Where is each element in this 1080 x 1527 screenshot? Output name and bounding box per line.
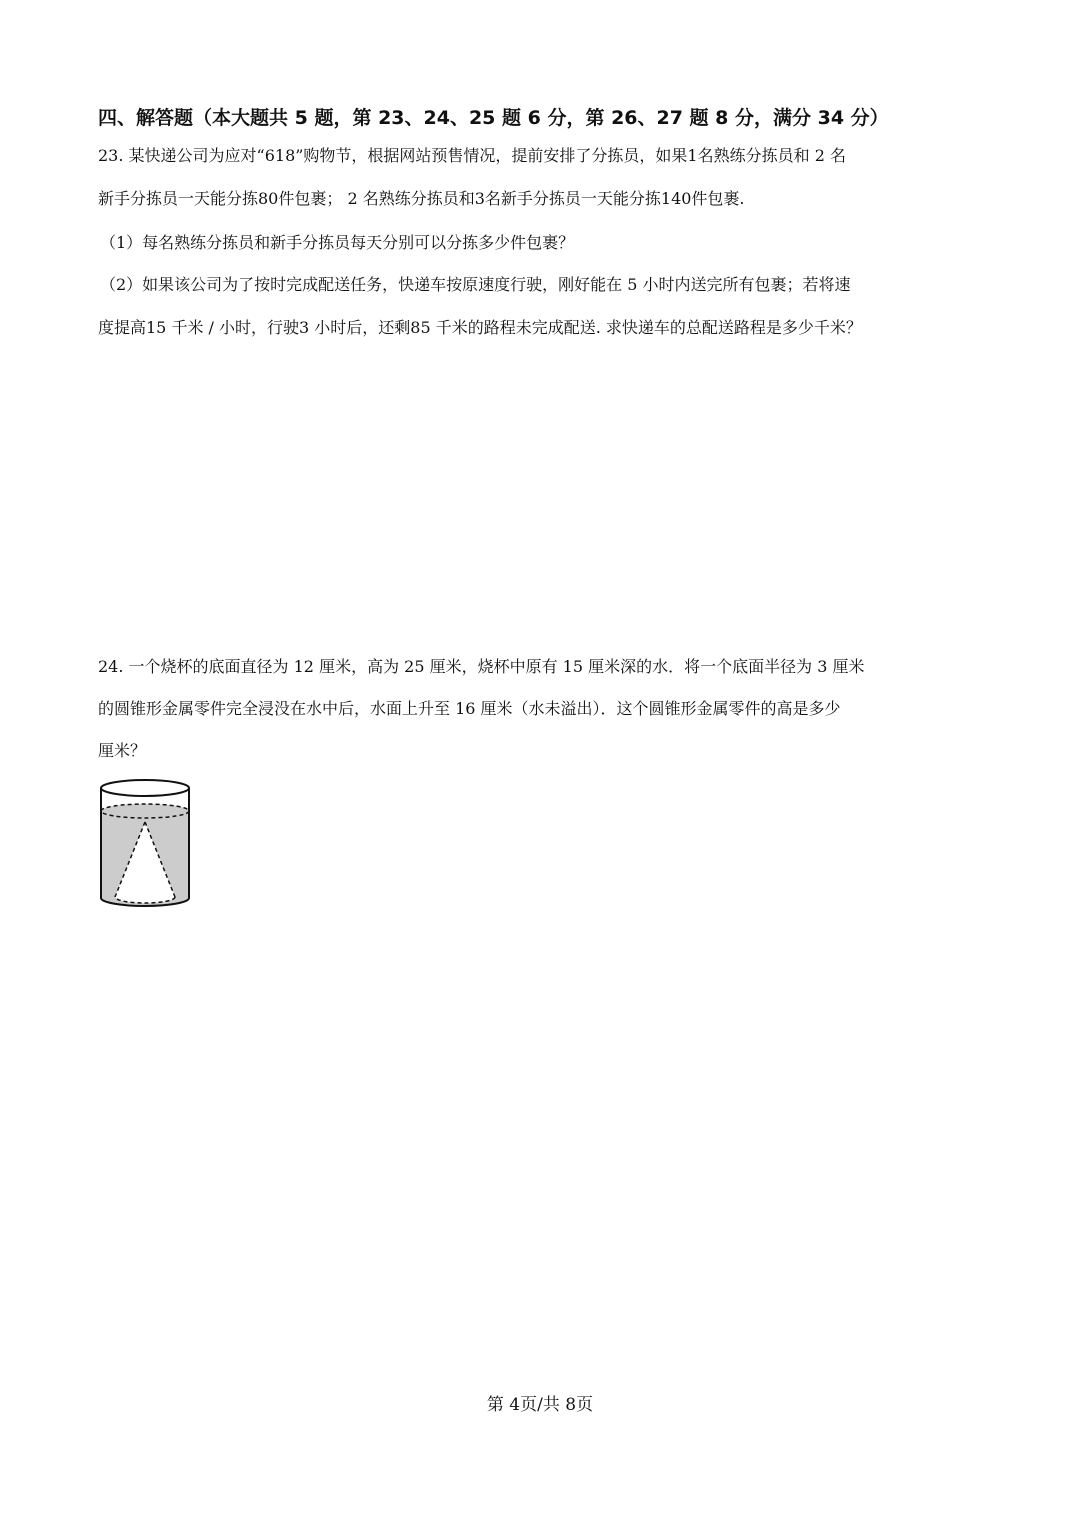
q24-line-1: 24. 一个烧杯的底面直径为 12 厘米，高为 25 厘米，烧杯中原有 15 厘米深的水．将一个底面半径为 3 厘米 <box>98 657 865 676</box>
q23-line-2: 新手分拣员一天能分拣80件包裹； 2 名熟练分拣员和3名新手分拣员一天能分拣140件包裹. <box>98 189 745 208</box>
q24-line-3: 厘米？ <box>98 741 147 760</box>
section-title: 四、解答题（本大题共 5 题，第 23、24、25 题 6 分，第 26、27 题 8 分，满分 34 分） <box>98 107 889 129</box>
beaker-top-rim <box>101 780 189 796</box>
q23-part-2-line-2: 度提高15 千米 / 小时，行驶3 小时后，还剩85 千米的路程未完成配送. 求快递车的总配送路程是多少千米？ <box>98 318 862 337</box>
q23-part-1: （1）每名熟练分拣员和新手分拣员每天分别可以分拣多少件包裹？ <box>100 233 575 252</box>
beaker-cone-figure <box>96 776 196 914</box>
page-footer: 第 4页/共 8页 <box>486 1395 594 1415</box>
q24-line-2: 的圆锥形金属零件完全浸没在水中后，水面上升至 16 厘米（水未溢出）．这个圆锥形金属零件的高是多少 <box>98 699 841 718</box>
water-surface <box>101 804 189 818</box>
q23-part-2-line-1: （2）如果该公司为了按时完成配送任务，快递车按原速度行驶，刚好能在 5 小时内送完所有包裹；若将速 <box>100 275 851 294</box>
q23-line-1: 23. 某快递公司为应对“618”购物节，根据网站预售情况，提前安排了分拣员，如果1名熟练分拣员和 2 名 <box>98 146 846 165</box>
